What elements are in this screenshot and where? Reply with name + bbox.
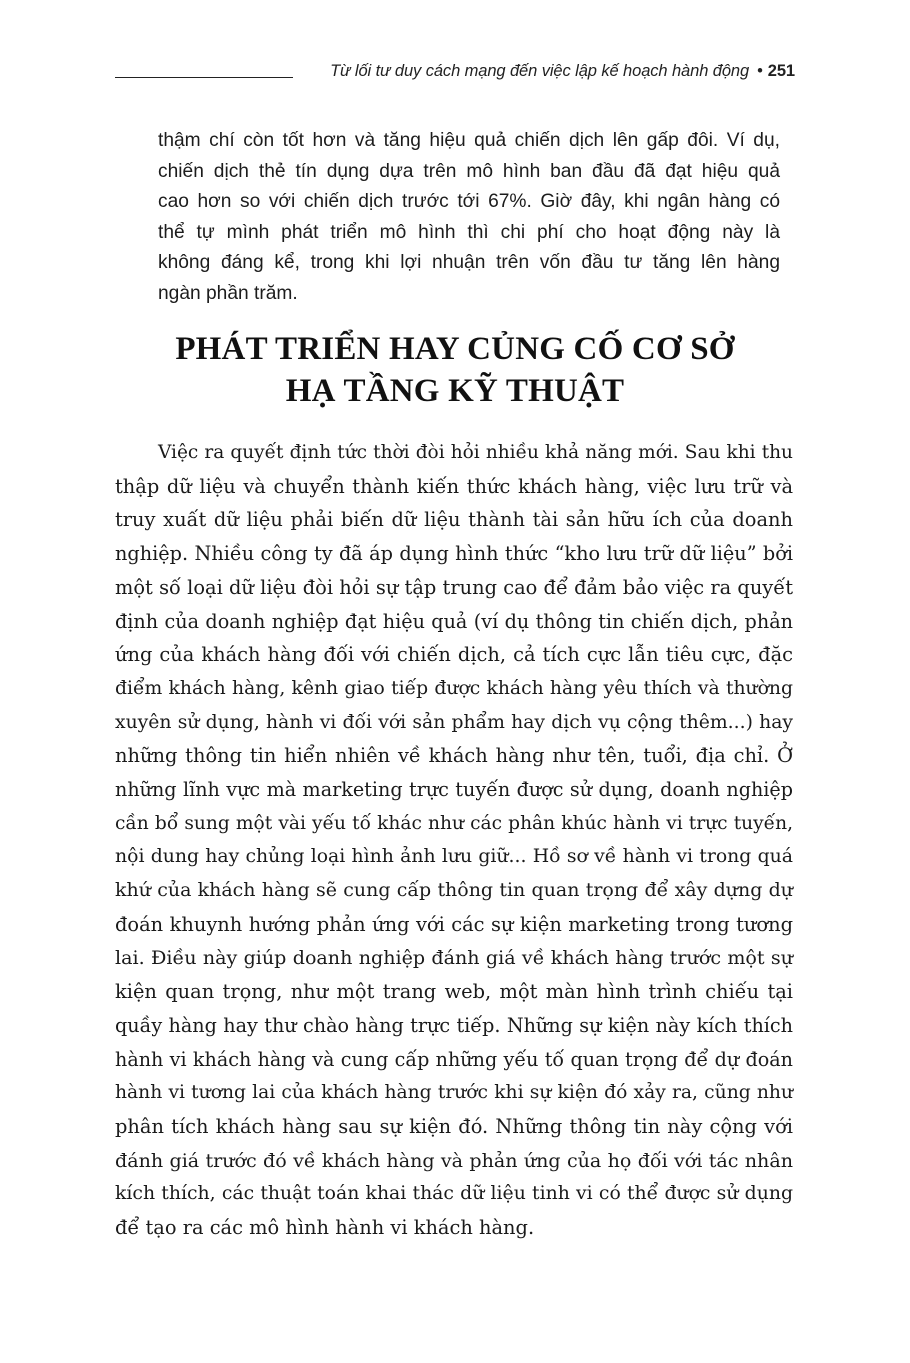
- body-line: hành vi tương lai của khách hàng trước khi sự kiện đó xảy ra, cũng như: [115, 1082, 793, 1104]
- intro-line: thể tự mình phát triển mô hình thì chi phí cho hoạt động này là: [158, 221, 780, 243]
- body-line: định của doanh nghiệp đạt hiệu quả (ví dụ thông tin chiến dịch, phản: [115, 609, 793, 633]
- running-title: Từ lối tư duy cách mạng đến việc lập kế hoạch hành động: [330, 62, 750, 80]
- body-paragraph: [115, 436, 793, 1245]
- body-line: xuyên sử dụng, hành vi đối với sản phẩm hay dịch vụ cộng thêm...) hay: [115, 711, 793, 733]
- section-heading-line-1: PHÁT TRIỂN HAY CỦNG CỐ CƠ SỞ: [175, 331, 735, 367]
- intro-line: chiến dịch thẻ tín dụng dựa trên mô hình ban đầu đã đạt hiệu quả: [158, 160, 780, 182]
- intro-line: cao hơn so với chiến dịch trước tới 67%. Giờ đây, khi ngân hàng có: [158, 191, 780, 213]
- intro-line: ngàn phần trăm.: [158, 282, 298, 304]
- body-line: truy xuất dữ liệu phải biến dữ liệu thành tài sản hữu ích của doanh: [115, 508, 793, 532]
- body-line: để tạo ra các mô hình hành vi khách hàng.: [115, 1216, 535, 1240]
- body-line: phân tích khách hàng sau sự kiện đó. Những thông tin này cộng với: [115, 1115, 793, 1139]
- header-rule: [115, 77, 293, 78]
- body-line: hành vi khách hàng và cung cấp những yếu tố quan trọng để dự đoán: [115, 1047, 793, 1071]
- body-line: một số loại dữ liệu đòi hỏi sự tập trung cao để đảm bảo việc ra quyết: [115, 575, 793, 599]
- running-header: [115, 58, 795, 92]
- body-line: Việc ra quyết định tức thời đòi hỏi nhiều khả năng mới. Sau khi thu: [158, 442, 793, 463]
- section-heading: [115, 328, 795, 412]
- body-line: cần bổ sung một vài yếu tố khác như các phân khúc hành vi trực tuyến,: [115, 812, 793, 834]
- body-line: kiện quan trọng, như một trang web, một màn hình trình chiếu tại: [115, 980, 793, 1004]
- body-line: thập dữ liệu và chuyển thành kiến thức khách hàng, việc lưu trữ và: [115, 474, 793, 498]
- body-line: nội dung hay chủng loại hình ảnh lưu giữ... Hồ sơ về hành vi trong quá: [115, 846, 793, 868]
- body-line: đoán khuynh hướng phản ứng với các sự kiện marketing trong tương: [115, 912, 793, 936]
- section-heading-line-2: HẠ TẦNG KỸ THUẬT: [285, 373, 625, 409]
- body-line: điểm khách hàng, kênh giao tiếp được khách hàng yêu thích và thường: [115, 677, 793, 699]
- body-line: nghiệp. Nhiều công ty đã áp dụng hình thức “kho lưu trữ dữ liệu” bởi: [115, 542, 793, 566]
- body-line: quầy hàng hay thư chào hàng trực tiếp. Những sự kiện này kích thích: [115, 1013, 793, 1037]
- intro-line: thậm chí còn tốt hơn và tăng hiệu quả chiến dịch lên gấp đôi. Ví dụ,: [158, 130, 780, 151]
- body-line: khứ của khách hàng sẽ cung cấp thông tin quan trọng để xây dựng dự: [115, 879, 793, 902]
- body-line: lai. Điều này giúp doanh nghiệp đánh giá về khách hàng trước một sự: [115, 946, 793, 969]
- header-bullet: •: [757, 62, 763, 80]
- body-line: những lĩnh vực mà marketing trực tuyến được sử dụng, doanh nghiệp: [115, 778, 793, 802]
- body-line: những thông tin hiển nhiên về khách hàng như tên, tuổi, địa chỉ. Ở: [115, 744, 793, 768]
- intro-paragraph: [158, 126, 780, 310]
- body-line: kích thích, các thuật toán khai thác dữ liệu tinh vi có thể được sử dụng: [115, 1183, 793, 1205]
- body-line: đánh giá trước đó về khách hàng và phản ứng của họ đối với tác nhân: [115, 1148, 793, 1172]
- intro-line: không đáng kể, trong khi lợi nhuận trên vốn đầu tư tăng lên hàng: [158, 252, 780, 274]
- body-line: ứng của khách hàng đối với chiến dịch, cả tích cực lẫn tiêu cực, đặc: [115, 643, 793, 667]
- page-number: 251: [767, 62, 795, 80]
- header-line: [330, 62, 795, 81]
